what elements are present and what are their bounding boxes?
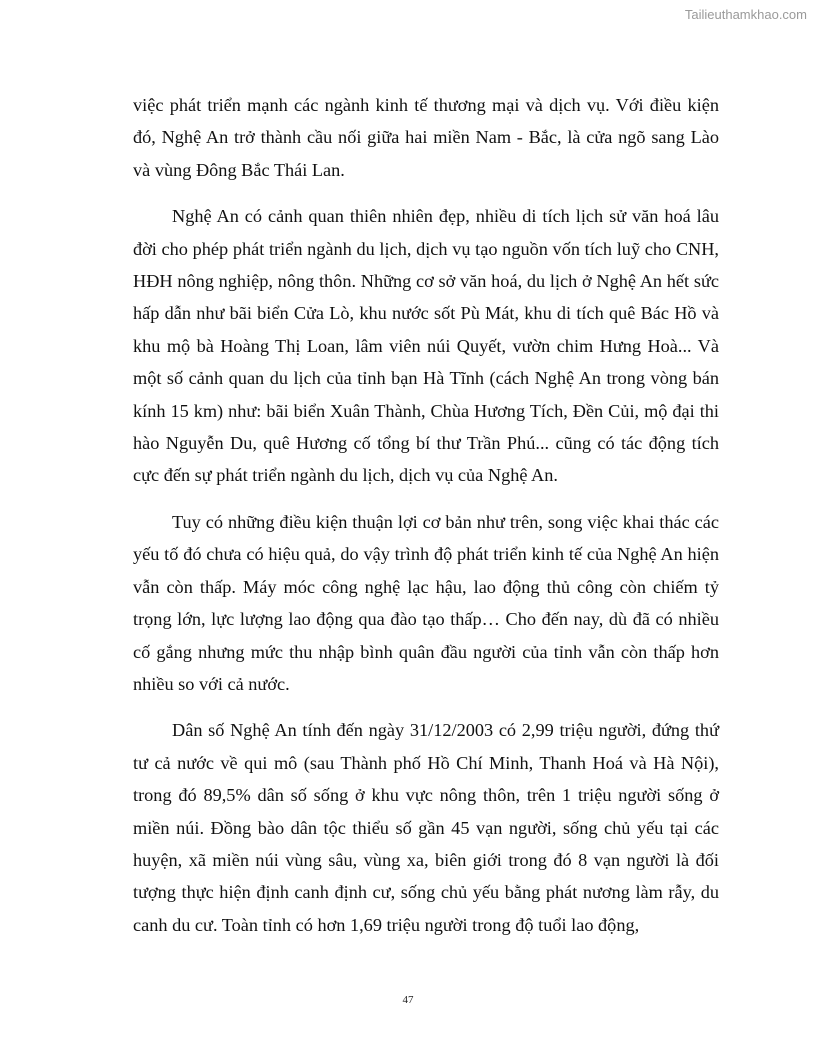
paragraph: Nghệ An có cảnh quan thiên nhiên đẹp, nhiều di tích lịch sử văn hoá lâu đời cho phép phát triển ngành du lịch, dịch vụ tạo nguồn vốn tích luỹ cho CNH, HĐH nông nghiệp, nông thôn. Những cơ sở văn hoá, du lịch ở Nghệ An hết sức hấp dẫn như bãi biển Cửa Lò, khu nước sốt Pù Mát, khu di tích quê Bác Hồ và khu mộ bà Hoàng Thị Loan, lâm viên núi Quyết, vườn chim Hưng Hoà... Và một số cảnh quan du lịch của tỉnh bạn Hà Tĩnh (cách Nghệ An trong vòng bán kính 15 km) như: bãi biển Xuân Thành, Chùa Hương Tích, Đền Củi, mộ đại thi hào Nguyễn Du, quê Hương cố tổng bí thư Trần Phú... cũng có tác động tích cực đến sự phát triển ngành du lịch, dịch vụ của Nghệ An. xyxy=(133,206,719,486)
paragraph: Dân số Nghệ An tính đến ngày 31/12/2003 có 2,99 triệu người, đứng thứ tư cả nước về qui mô (sau Thành phố Hồ Chí Minh, Thanh Hoá và Hà Nội), trong đó 89,5% dân số sống ở khu vực nông thôn, trên 1 triệu người sống ở miền núi. Đồng bào dân tộc thiểu số gần 45 vạn người, sống chủ yếu tại các huyện, xã miền núi vùng sâu, vùng xa, biên giới trong đó 8 vạn người là đối tượng thực hiện định canh định cư, sống chủ yếu bằng phát nương làm rẫy, du canh du cư. Toàn tỉnh có hơn 1,69 triệu người trong độ tuổi lao động, xyxy=(133,720,719,935)
watermark: Tailieuthamkhao.com xyxy=(684,7,807,22)
page-number: 47 xyxy=(402,994,414,1006)
document-body xyxy=(133,89,719,955)
paragraph: Tuy có những điều kiện thuận lợi cơ bản như trên, song việc khai thác các yếu tố đó chưa có hiệu quả, do vậy trình độ phát triển kinh tế của Nghệ An hiện vẫn còn thấp. Máy móc công nghệ lạc hậu, lao động thủ công còn chiếm tỷ trọng lớn, lực lượng lao động qua đào tạo thấp… Cho đến nay, dù đã có nhiều cố gắng nhưng mức thu nhập bình quân đầu người của tỉnh vẫn còn thấp hơn nhiều so với cả nước. xyxy=(133,511,719,694)
paragraph: việc phát triển mạnh các ngành kinh tế thương mại và dịch vụ. Với điều kiện đó, Nghệ An trở thành cầu nối giữa hai miền Nam - Bắc, là cửa ngõ sang Lào và vùng Đông Bắc Thái Lan. xyxy=(133,95,719,180)
